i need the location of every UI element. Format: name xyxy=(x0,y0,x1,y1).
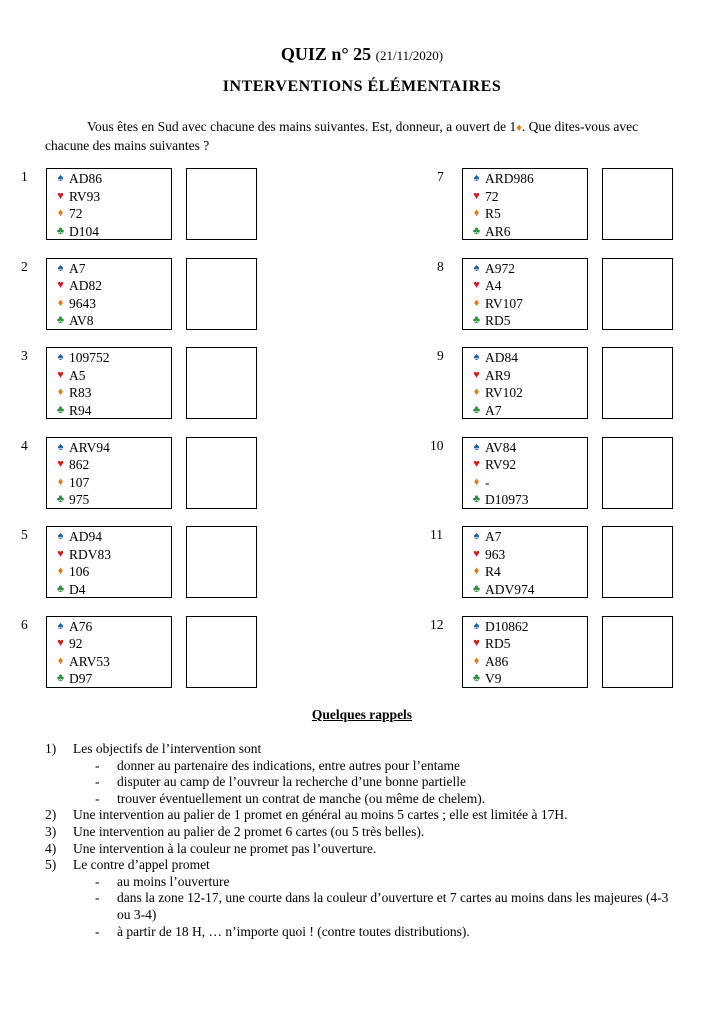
suit-cards: D4 xyxy=(69,581,86,597)
suit-cards: A7 xyxy=(485,529,502,544)
suit-cards: RV93 xyxy=(69,188,101,204)
suit-cards: AD82 xyxy=(69,278,102,293)
suit-line-spades xyxy=(463,260,587,278)
hand-box xyxy=(46,437,172,509)
answer-box[interactable] xyxy=(186,437,257,509)
answer-box[interactable] xyxy=(602,258,673,330)
rappel-subitem-text: dans la zone 12-17, une courte dans la couleur d’ouverture et 7 cartes au moins dans les majeures (4-3 ou 3-4) xyxy=(117,890,669,922)
answer-box[interactable] xyxy=(602,437,673,509)
suit-cards: 9643 xyxy=(69,295,96,311)
suit-line-clubs xyxy=(463,581,587,599)
intro-text-2: . Que dites-vous avec chacune des mains suivantes ? xyxy=(45,119,639,153)
suit-cards: AD86 xyxy=(69,171,102,186)
suit-line-spades xyxy=(47,528,171,546)
suit-cards: AV8 xyxy=(69,313,94,328)
answer-box[interactable] xyxy=(602,616,673,688)
club-icon: ♣ xyxy=(472,403,481,416)
suit-line-clubs xyxy=(47,402,171,420)
suit-line-hearts xyxy=(47,456,171,474)
rappel-number: 2) xyxy=(45,807,57,823)
club-icon: ♣ xyxy=(472,582,481,595)
suit-cards: 975 xyxy=(69,492,90,507)
diamond-icon: ♦ xyxy=(57,565,64,577)
suit-line-clubs xyxy=(47,312,171,330)
club-icon: ♣ xyxy=(56,672,65,684)
heart-icon: ♥ xyxy=(473,189,480,202)
suit-line-hearts xyxy=(47,546,171,564)
suit-cards: A5 xyxy=(69,367,86,383)
suit-line-diamonds xyxy=(47,295,171,313)
hand-box xyxy=(462,437,588,509)
suit-cards: ARV94 xyxy=(69,439,110,455)
club-icon: ♣ xyxy=(472,672,481,684)
heart-icon: ♥ xyxy=(57,279,64,291)
rappel-subitem-text: trouver éventuellement un contrat de manche (ou même de chelem). xyxy=(117,790,486,806)
suit-line-hearts xyxy=(47,277,171,295)
suit-cards: 963 xyxy=(485,546,506,562)
diamond-icon: ♦ xyxy=(473,296,480,309)
suit-line-spades xyxy=(47,349,171,367)
club-icon: ♣ xyxy=(56,582,65,595)
suit-line-clubs xyxy=(463,402,587,420)
heart-icon: ♥ xyxy=(473,279,480,291)
suit-line-diamonds xyxy=(463,653,587,671)
heart-icon: ♥ xyxy=(57,547,64,560)
hand-number: 6 xyxy=(21,616,28,632)
rappel-number: 4) xyxy=(45,840,57,856)
hand-number: 11 xyxy=(430,527,443,542)
hand-number: 7 xyxy=(437,169,444,184)
answer-box[interactable] xyxy=(186,168,257,240)
suit-line-hearts xyxy=(47,188,171,206)
suit-cards: ARD986 xyxy=(485,171,534,186)
suit-cards: - xyxy=(485,474,490,490)
rappel-subitem-text: donner au partenaire des indications, entre autres pour l’entame xyxy=(117,757,460,773)
rappel-subitem: - dans la zone 12-17, une courte dans la couleur d’ouverture et 7 cartes au moins dans les majeures (4-3 ou 3-4) xyxy=(95,890,669,922)
diamond-icon: ♦ xyxy=(57,207,64,219)
answer-box[interactable] xyxy=(186,616,257,688)
rappel-text: Le contre d’appel promet xyxy=(73,857,210,873)
suit-cards: AV84 xyxy=(485,439,517,455)
suit-line-diamonds xyxy=(463,205,587,223)
hand-6 xyxy=(21,616,466,688)
hand-10 xyxy=(430,437,724,509)
suit-cards: R94 xyxy=(69,402,92,418)
suit-cards: D104 xyxy=(69,223,99,239)
hand-number: 12 xyxy=(430,616,444,632)
suit-cards: AR9 xyxy=(485,367,511,383)
club-icon: ♣ xyxy=(56,493,65,505)
suit-line-clubs xyxy=(463,491,587,509)
diamond-icon: ♦ xyxy=(473,565,480,577)
diamond-icon: ♦ xyxy=(473,475,480,488)
heart-icon: ♥ xyxy=(57,458,64,470)
rappel-item xyxy=(45,857,685,874)
diamond-icon: ♦ xyxy=(473,207,480,219)
suit-line-hearts xyxy=(463,367,587,385)
rappels-list xyxy=(45,741,685,940)
suit-line-clubs xyxy=(463,223,587,241)
spade-icon: ♠ xyxy=(57,172,64,184)
diamond-icon: ♦ xyxy=(473,654,480,667)
club-icon: ♣ xyxy=(56,224,65,237)
spade-icon: ♠ xyxy=(57,351,64,363)
hand-7 xyxy=(437,168,724,240)
heart-icon: ♥ xyxy=(473,547,480,560)
answer-box[interactable] xyxy=(186,526,257,598)
suit-cards: 72 xyxy=(69,206,83,221)
suit-line-hearts xyxy=(47,367,171,385)
suit-cards: RV107 xyxy=(485,295,523,311)
rappel-text: Une intervention à la couleur ne promet pas l’ouverture. xyxy=(73,840,377,856)
suit-cards: RD5 xyxy=(485,313,511,328)
hand-8 xyxy=(437,258,724,330)
quiz-title-text: QUIZ n° 25 xyxy=(280,44,372,64)
spade-icon: ♠ xyxy=(473,172,480,184)
suit-cards: RV92 xyxy=(485,457,517,472)
suit-cards: 109752 xyxy=(69,350,110,365)
rappel-number: 5) xyxy=(45,857,57,873)
hand-box xyxy=(46,168,172,240)
suit-cards: A76 xyxy=(69,618,93,634)
suit-cards: ARV53 xyxy=(69,653,110,669)
hand-box xyxy=(46,526,172,598)
suit-line-hearts xyxy=(463,188,587,206)
club-icon: ♣ xyxy=(472,493,481,505)
hand-number: 5 xyxy=(21,527,28,542)
diamond-icon: ♦ xyxy=(57,475,64,488)
hand-number: 1 xyxy=(21,169,28,184)
hand-box xyxy=(46,347,172,419)
heart-icon: ♥ xyxy=(473,458,480,470)
hand-11 xyxy=(430,526,724,598)
club-icon: ♣ xyxy=(472,224,481,237)
suit-line-clubs xyxy=(47,670,171,688)
answer-box[interactable] xyxy=(602,168,673,240)
suit-cards: A4 xyxy=(485,278,502,293)
hand-9 xyxy=(437,347,724,419)
hand-12 xyxy=(430,616,724,688)
hand-number: 9 xyxy=(437,348,444,363)
rappel-subitem-text: disputer au camp de l’ouvreur la recherche d’une bonne partielle xyxy=(117,774,466,790)
rappel-subitem: - au moins l’ouverture xyxy=(95,873,230,889)
spade-icon: ♠ xyxy=(473,440,480,453)
suit-cards: 72 xyxy=(485,188,499,204)
answer-box[interactable] xyxy=(602,347,673,419)
suit-cards: R83 xyxy=(69,385,92,400)
suit-cards: D10862 xyxy=(485,618,529,634)
intro-text-1: Vous êtes en Sud avec chacune des mains suivantes. Est, donneur, a ouvert de 1 xyxy=(87,119,517,134)
suit-line-diamonds xyxy=(47,653,171,671)
club-icon: ♣ xyxy=(56,314,65,326)
quiz-date: (21/11/2020) xyxy=(375,48,444,63)
hand-box xyxy=(46,616,172,688)
spade-icon: ♠ xyxy=(473,261,480,274)
rappel-subitem: - donner au partenaire des indications, entre autres pour l’entame xyxy=(95,757,460,773)
suit-line-diamonds xyxy=(47,384,171,402)
hand-number: 10 xyxy=(430,437,444,453)
hand-box xyxy=(462,168,588,240)
rappel-subitem-text: à partir de 18 H, … n’importe quoi ! (contre toutes distributions). xyxy=(117,923,470,939)
rappel-subitem: - à partir de 18 H, … n’importe quoi ! (contre toutes distributions). xyxy=(95,923,470,939)
rappel-item xyxy=(45,841,685,858)
diamond-icon: ♦ xyxy=(57,654,64,667)
hand-number: 3 xyxy=(21,348,28,363)
rappels-title: Quelques rappels xyxy=(311,707,413,722)
suit-line-hearts xyxy=(47,635,171,653)
suit-cards: 107 xyxy=(69,474,90,490)
suit-line-hearts xyxy=(463,456,587,474)
suit-cards: R5 xyxy=(485,206,501,221)
rappel-number: 1) xyxy=(45,741,57,756)
heart-icon: ♥ xyxy=(57,368,64,381)
suit-cards: ADV974 xyxy=(485,581,535,597)
club-icon: ♣ xyxy=(472,314,481,326)
spade-icon: ♠ xyxy=(473,619,480,632)
suit-cards: 862 xyxy=(69,457,90,472)
heart-icon: ♥ xyxy=(57,189,64,202)
intro-paragraph xyxy=(45,118,675,154)
hand-number: 8 xyxy=(437,258,444,274)
heart-icon: ♥ xyxy=(57,637,64,649)
diamond-icon: ♦ xyxy=(473,386,480,398)
hand-2 xyxy=(21,258,466,330)
hand-box xyxy=(462,347,588,419)
rappel-item xyxy=(45,807,685,824)
hand-box xyxy=(462,526,588,598)
suit-line-hearts xyxy=(463,546,587,564)
suit-line-spades xyxy=(463,349,587,367)
diamond-icon: ♦ xyxy=(516,122,522,134)
answer-box[interactable] xyxy=(186,258,257,330)
heart-icon: ♥ xyxy=(473,368,480,381)
hand-1 xyxy=(21,168,466,240)
hand-5 xyxy=(21,526,466,598)
answer-box[interactable] xyxy=(602,526,673,598)
suit-cards: D10973 xyxy=(485,492,529,507)
hand-3 xyxy=(21,347,466,419)
suit-cards: A7 xyxy=(69,260,86,276)
suit-line-clubs xyxy=(47,491,171,509)
suit-cards: 106 xyxy=(69,564,90,579)
rappel-number: 3) xyxy=(45,823,57,839)
diamond-icon: ♦ xyxy=(57,296,64,309)
hand-number: 2 xyxy=(21,258,28,274)
suit-line-hearts xyxy=(463,635,587,653)
spade-icon: ♠ xyxy=(473,530,480,542)
suit-cards: 92 xyxy=(69,636,83,651)
spade-icon: ♠ xyxy=(57,619,64,632)
answer-box[interactable] xyxy=(186,347,257,419)
suit-line-spades xyxy=(463,618,587,636)
suit-line-diamonds xyxy=(463,563,587,581)
diamond-icon: ♦ xyxy=(57,386,64,398)
rappel-item xyxy=(45,741,685,758)
hand-box xyxy=(462,616,588,688)
spade-icon: ♠ xyxy=(57,530,64,542)
spade-icon: ♠ xyxy=(57,440,64,453)
hand-number: 4 xyxy=(21,437,28,453)
suit-line-spades xyxy=(47,439,171,457)
suit-cards: A86 xyxy=(485,653,509,669)
suit-line-spades xyxy=(463,439,587,457)
suit-line-diamonds xyxy=(47,205,171,223)
suit-line-diamonds xyxy=(463,295,587,313)
suit-line-clubs xyxy=(47,223,171,241)
rappel-item xyxy=(45,824,685,841)
hand-4 xyxy=(21,437,466,509)
suit-cards: V9 xyxy=(485,671,502,686)
suit-line-diamonds xyxy=(463,384,587,402)
suit-cards: RD5 xyxy=(485,636,511,651)
suit-line-hearts xyxy=(463,277,587,295)
quiz-title xyxy=(0,44,724,65)
quiz-subtitle: INTERVENTIONS ÉLÉMENTAIRES xyxy=(222,78,502,95)
hand-box xyxy=(462,258,588,330)
suit-line-diamonds xyxy=(463,474,587,492)
rappel-subitem: - disputer au camp de l’ouvreur la recherche d’une bonne partielle xyxy=(95,774,466,790)
suit-cards: AR6 xyxy=(485,223,511,239)
club-icon: ♣ xyxy=(56,403,65,416)
spade-icon: ♠ xyxy=(473,351,480,363)
suit-cards: D97 xyxy=(69,671,93,686)
rappel-subitem-text: au moins l’ouverture xyxy=(117,873,230,889)
spade-icon: ♠ xyxy=(57,261,64,274)
suit-line-clubs xyxy=(47,581,171,599)
rappel-subitem: - trouver éventuellement un contrat de manche (ou même de chelem). xyxy=(95,790,486,806)
suit-line-diamonds xyxy=(47,563,171,581)
suit-cards: A7 xyxy=(485,402,502,418)
suit-line-clubs xyxy=(463,670,587,688)
suit-line-spades xyxy=(463,170,587,188)
suit-cards: RDV83 xyxy=(69,546,112,562)
suit-line-spades xyxy=(47,260,171,278)
suit-cards: A972 xyxy=(485,260,515,276)
suit-line-clubs xyxy=(463,312,587,330)
hand-box xyxy=(46,258,172,330)
heart-icon: ♥ xyxy=(473,637,480,649)
suit-cards: AD84 xyxy=(485,350,518,365)
suit-line-diamonds xyxy=(47,474,171,492)
rappel-text: Une intervention au palier de 2 promet 6 cartes (ou 5 très belles). xyxy=(73,823,425,839)
suit-cards: RV102 xyxy=(485,385,523,400)
rappel-text: Une intervention au palier de 1 promet en général au moins 5 cartes ; elle est limitée à 17H. xyxy=(73,807,568,823)
suit-cards: AD94 xyxy=(69,529,102,544)
suit-line-spades xyxy=(47,618,171,636)
suit-line-spades xyxy=(463,528,587,546)
suit-line-spades xyxy=(47,170,171,188)
rappel-text: Les objectifs de l’intervention sont xyxy=(73,741,262,756)
suit-cards: R4 xyxy=(485,564,501,579)
